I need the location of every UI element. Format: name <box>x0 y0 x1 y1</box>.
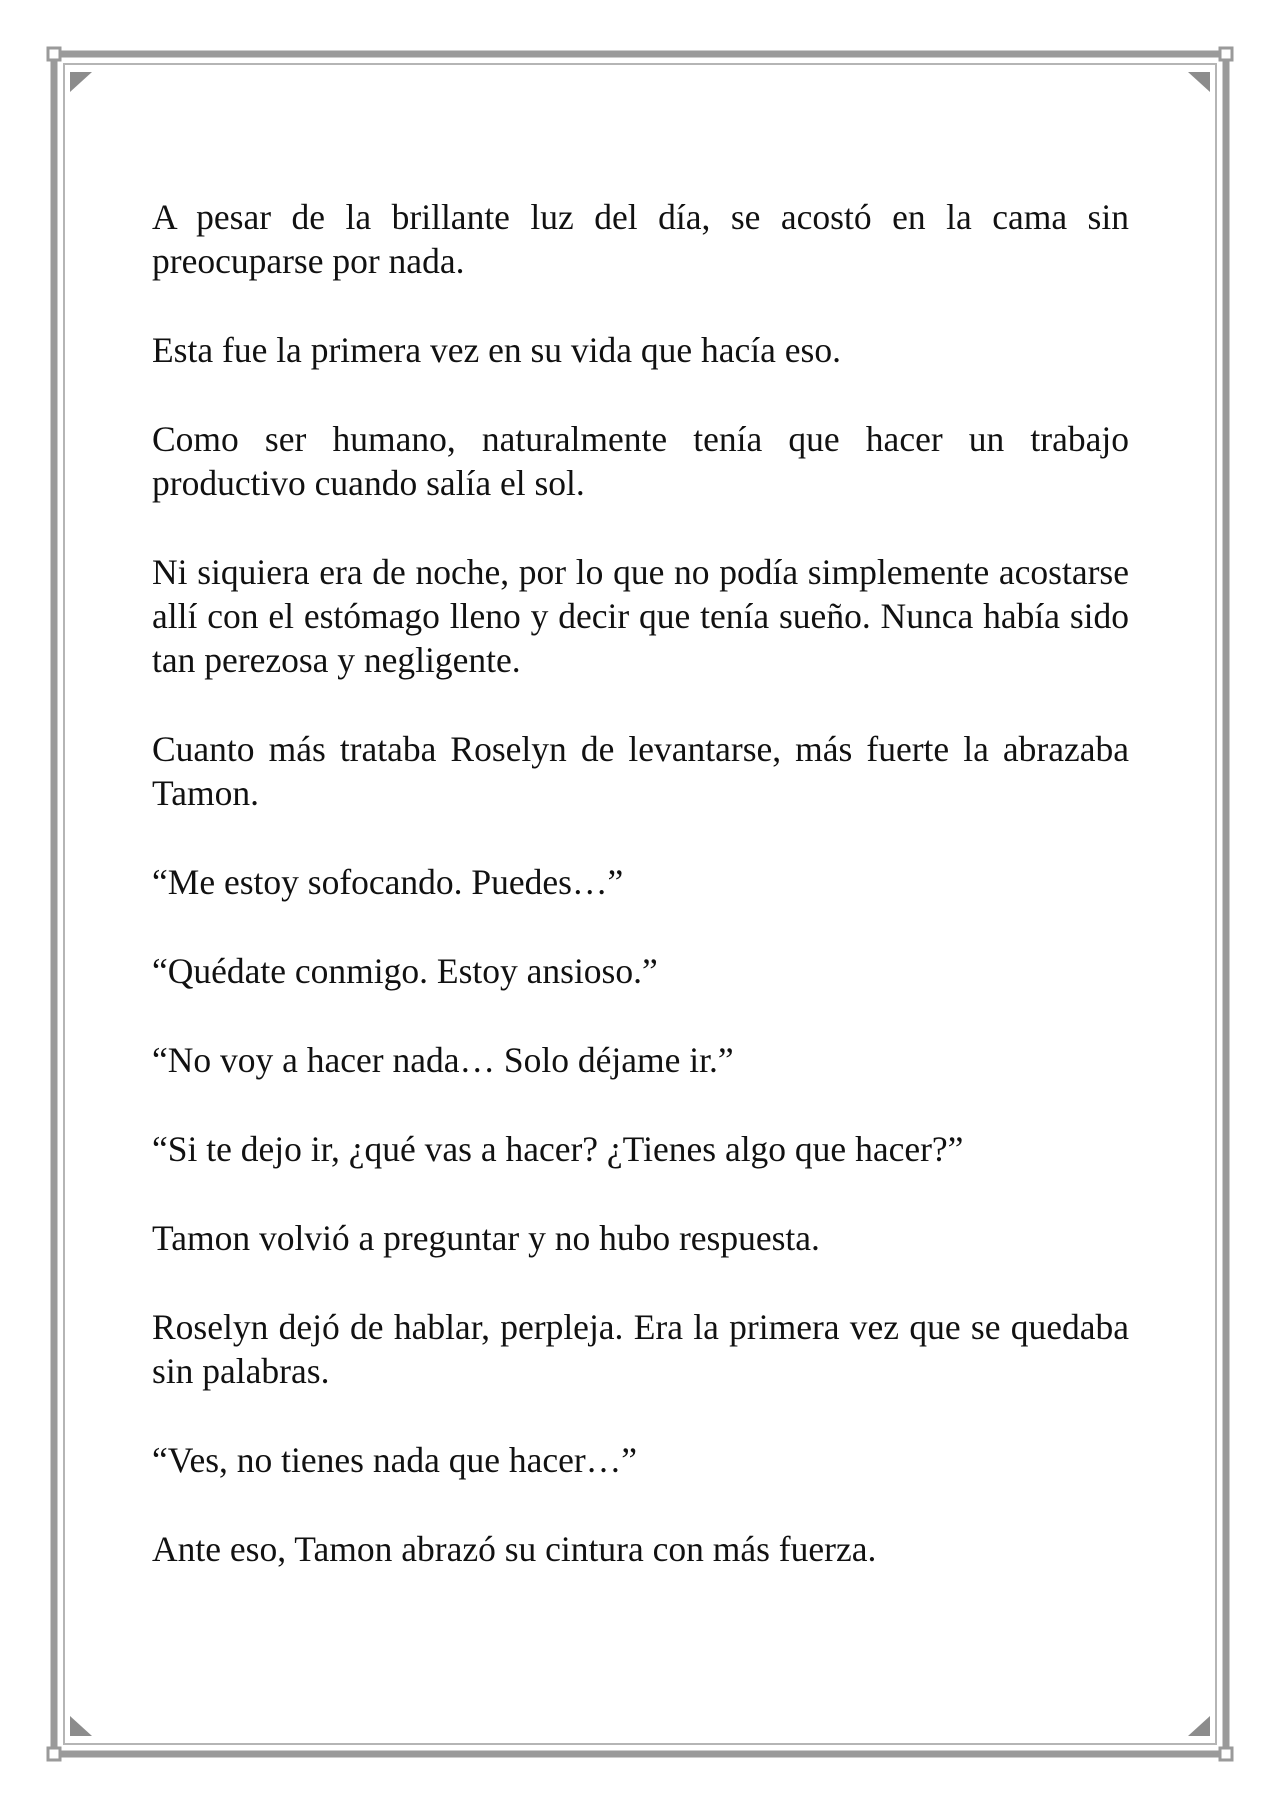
corner-ornament-bottom-left <box>48 1748 60 1760</box>
corner-triangle-bottom-right <box>1188 1716 1210 1736</box>
dialogue-line: “No voy a hacer nada… Solo déjame ir.” <box>152 1040 734 1080</box>
corner-triangle-top-left <box>70 72 92 92</box>
paragraph: Tamon volvió a preguntar y no hubo respuesta. <box>152 1218 820 1258</box>
corner-ornament-bottom-right <box>1220 1748 1232 1760</box>
corner-ornament-top-left <box>48 48 60 60</box>
corner-ornament-top-right <box>1220 48 1232 60</box>
paragraph: Como ser humano, naturalmente tenía que hacer un trabajo productivo cuando salía el sol. <box>152 419 1129 503</box>
dialogue-line: “Ves, no tienes nada que hacer…” <box>152 1440 637 1480</box>
dialogue-line: “Quédate conmigo. Estoy ansioso.” <box>152 951 658 991</box>
paragraph: Roselyn dejó de hablar, perpleja. Era la primera vez que se quedaba sin palabras. <box>152 1307 1129 1391</box>
corner-triangle-top-right <box>1188 72 1210 92</box>
page-body-text <box>152 195 1129 1616</box>
paragraph: Esta fue la primera vez en su vida que hacía eso. <box>152 330 841 370</box>
paragraph: Cuanto más trataba Roselyn de levantarse, más fuerte la abrazaba Tamon. <box>152 729 1129 813</box>
dialogue-line: “Me estoy sofocando. Puedes…” <box>152 862 624 902</box>
corner-triangle-bottom-left <box>70 1716 92 1736</box>
paragraph: A pesar de la brillante luz del día, se acostó en la cama sin preocuparse por nada. <box>152 197 1129 281</box>
paragraph: Ante eso, Tamon abrazó su cintura con más fuerza. <box>152 1529 877 1569</box>
dialogue-line: “Si te dejo ir, ¿qué vas a hacer? ¿Tienes algo que hacer?” <box>152 1129 964 1169</box>
paragraph: Ni siquiera era de noche, por lo que no podía simplemente acostarse allí con el estómago lleno y decir que tenía sueño. Nunca había sido tan perezosa y negligente. <box>152 552 1129 680</box>
